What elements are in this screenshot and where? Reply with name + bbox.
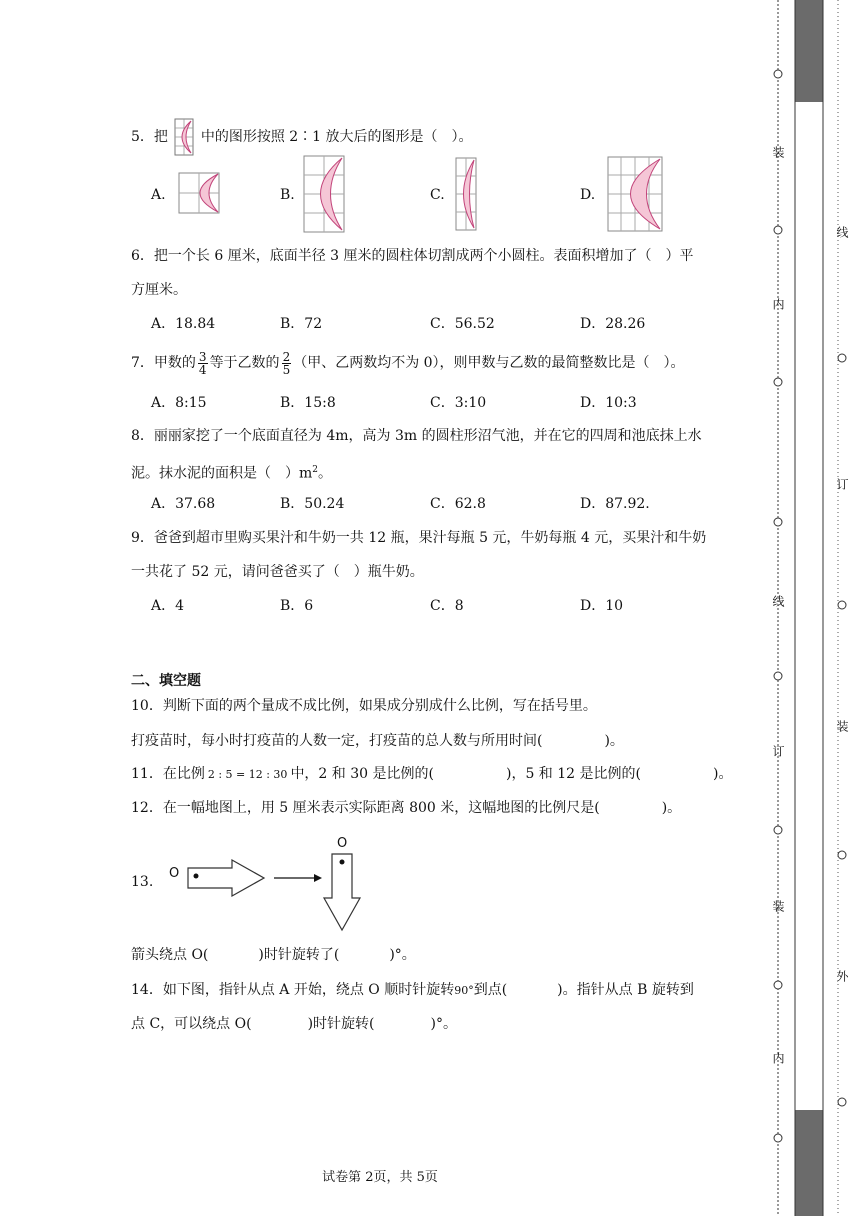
q7-fraction-1-denominator: 4 — [198, 362, 207, 377]
binding-lines — [758, 0, 860, 1216]
q6-option-c[interactable]: C．56.52 — [430, 316, 495, 332]
question-6-line-2: 方厘米。 — [131, 282, 187, 298]
question-13-text — [131, 945, 416, 965]
q7-fraction-1-numerator: 3 — [198, 349, 207, 364]
q11-text-d: )。 — [712, 766, 733, 782]
q14-text-e: )时针旋转( — [307, 1016, 375, 1032]
question-10-line-2 — [131, 731, 624, 751]
q14-text-d: 点 C，可以绕点 O( — [131, 1016, 252, 1032]
q11-text-a: 11．在比例 — [131, 766, 205, 782]
page-footer: 试卷第 2页，共 5页 — [322, 1170, 438, 1185]
binding-outer-label-4: 外 — [835, 970, 849, 982]
q6-option-b[interactable]: B．72 — [280, 316, 323, 332]
q7-option-d[interactable]: D．10:3 — [580, 395, 637, 411]
q5-option-c-figure — [455, 157, 477, 231]
q5-suffix: 中的图形按照 2∶1 放大后的图形是（ ）。 — [200, 129, 473, 145]
question-14-line-1 — [131, 980, 694, 1001]
q7-fraction-2-numerator: 2 — [282, 349, 291, 364]
question-8-line-2 — [131, 460, 332, 484]
q14-text-c: )。指针从点 B 旋转到 — [557, 982, 694, 998]
q9-option-d[interactable]: D．10 — [580, 598, 624, 614]
question-7 — [131, 348, 685, 378]
q13-rotation-figure — [180, 836, 370, 936]
q14-degree: 90° — [454, 984, 474, 997]
q7-fraction-2 — [282, 351, 292, 376]
q9-option-a[interactable]: A．4 — [151, 598, 185, 614]
q10-text: 打疫苗时，每小时打疫苗的人数一定，打疫苗的总人数与所用时间( — [131, 733, 543, 749]
q9-option-c[interactable]: C．8 — [430, 598, 464, 614]
binding-inner-label-6: 内 — [771, 1052, 785, 1064]
question-9-line-2: 一共花了 52 元，请问爸爸买了（ ）瓶牛奶。 — [131, 564, 424, 580]
q8-line2-end: 。 — [318, 465, 333, 482]
q13-text-b: )时针旋转了( — [258, 947, 340, 963]
binding-inner-label-3: 订 — [771, 745, 785, 757]
question-13-label: 13. — [131, 874, 154, 890]
q10-close: )。 — [604, 733, 624, 749]
q6-option-a[interactable]: A．18.84 — [151, 316, 216, 332]
section-title-fill-in: 二、填空题 — [131, 673, 201, 689]
q5-option-a[interactable]: A. — [151, 187, 166, 203]
binding-outer-label-2: 订 — [835, 478, 849, 490]
q7-option-b[interactable]: B．15:8 — [280, 395, 336, 411]
binding-margin — [758, 0, 860, 1216]
q7-prefix: 7．甲数的 — [131, 355, 196, 371]
q8-option-d[interactable]: D．87.92. — [580, 496, 650, 512]
q7-option-c[interactable]: C．3:10 — [430, 395, 487, 411]
q5-option-d-figure — [607, 156, 663, 232]
q5-source-figure — [173, 118, 195, 156]
q6-option-d[interactable]: D．28.26 — [580, 316, 646, 332]
q11-ratio: 2 : 5 = 12 : 30 — [207, 768, 288, 781]
question-9-line-1: 9．爸爸到超市里购买果汁和牛奶一共 12 瓶，果汁每瓶 5 元，牛奶每瓶 4 元，买果汁和牛奶 — [131, 530, 707, 546]
q7-option-a[interactable]: A．8:15 — [151, 395, 207, 411]
binding-inner-label-5: 装 — [771, 900, 785, 912]
q12-text: 12．在一幅地图上，用 5 厘米表示实际距离 800 米，这幅地图的比例尺是( — [131, 800, 600, 816]
q13-text-c: )°。 — [389, 947, 416, 963]
question-6-line-1: 6．把一个长 6 厘米，底面半径 3 厘米的圆柱体切割成两个小圆柱。表面积增加了（ ）平 — [131, 248, 694, 264]
question-12 — [131, 798, 681, 818]
q5-option-b-figure — [303, 155, 345, 233]
q7-suffix: （甲、乙两数均不为 0），则甲数与乙数的最简整数比是（ ）。 — [293, 355, 685, 371]
q8-option-b[interactable]: B．50.24 — [280, 496, 345, 512]
q14-text-f: )°。 — [430, 1016, 457, 1032]
q7-mid: 等于乙数的 — [209, 355, 280, 371]
q7-fraction-2-denominator: 5 — [282, 362, 291, 377]
q13-text-a: 箭头绕点 O( — [131, 947, 209, 963]
binding-outer-label-3: 装 — [835, 720, 849, 732]
q8-option-a[interactable]: A．37.68 — [151, 496, 216, 512]
q5-prefix: 5．把 — [131, 129, 168, 145]
q13-point-o-top: O — [337, 836, 348, 851]
q13-point-o-left: O — [169, 866, 180, 881]
q11-text-b: 中，2 和 30 是比例的( — [290, 766, 434, 782]
question-8-line-1: 8．丽丽家挖了一个底面直径为 4m，高为 3m 的圆柱形沼气池，并在它的四周和池底抹上水 — [131, 428, 702, 444]
q7-fraction-1 — [198, 351, 208, 376]
q12-close: )。 — [661, 800, 682, 816]
question-14-line-2 — [131, 1014, 457, 1034]
q5-option-d[interactable]: D. — [580, 187, 596, 203]
binding-inner-label-4: 线 — [771, 595, 785, 607]
binding-inner-label-1: 装 — [771, 146, 785, 158]
q9-option-b[interactable]: B．6 — [280, 598, 314, 614]
question-10-line-1: 10．判断下面的两个量成不成比例，如果成分别成什么比例，写在括号里。 — [131, 698, 597, 714]
q11-text-c: )，5 和 12 是比例的( — [505, 766, 641, 782]
q14-text-b: 到点( — [473, 982, 508, 998]
question-5 — [131, 118, 473, 156]
binding-inner-label-2: 内 — [771, 298, 785, 310]
q14-text-a: 14．如下图，指针从点 A 开始，绕点 O 顺时针旋转 — [131, 982, 455, 998]
q8-line2-text: 泥。抹水泥的面积是（ ）m — [131, 465, 313, 482]
q8-option-c[interactable]: C．62.8 — [430, 496, 486, 512]
q5-option-b[interactable]: B. — [280, 187, 295, 203]
q8-superscript: 2 — [312, 465, 319, 475]
binding-outer-label-1: 线 — [835, 226, 849, 238]
question-11 — [131, 764, 732, 785]
q5-option-a-figure — [178, 172, 220, 214]
q5-option-c[interactable]: C. — [430, 187, 445, 203]
